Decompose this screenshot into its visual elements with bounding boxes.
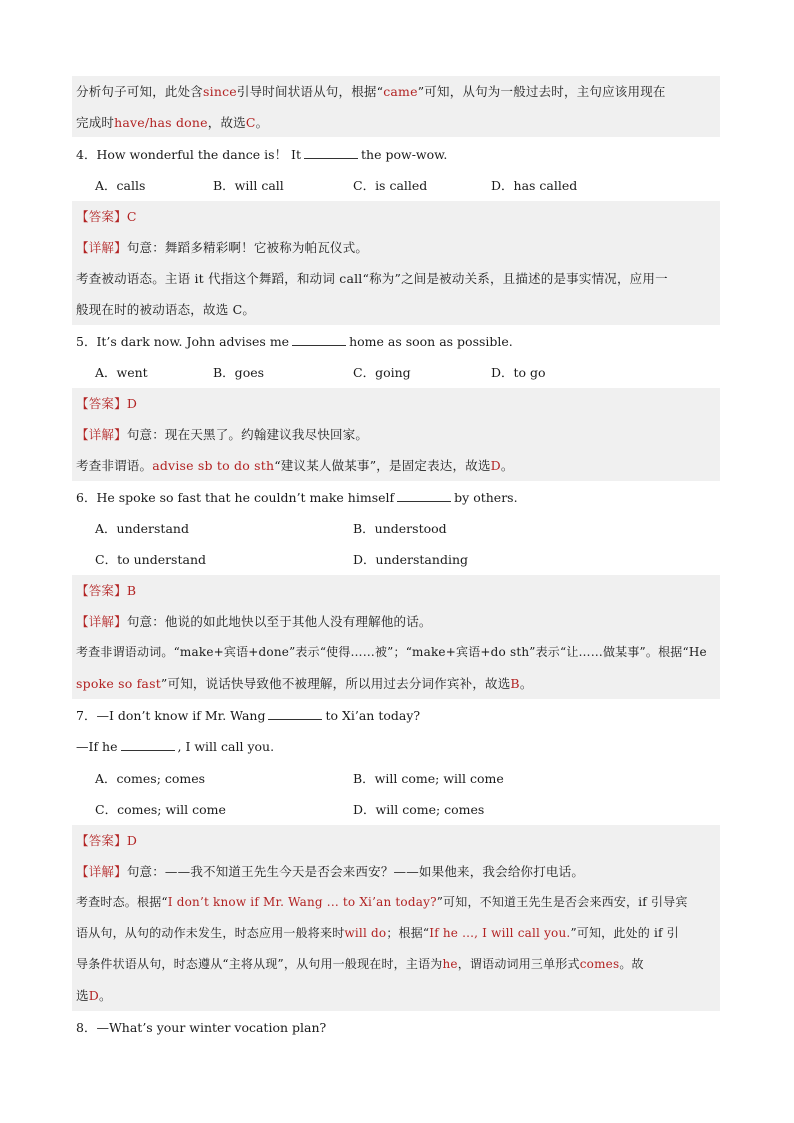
explanation-line: 导条件状语从句，时态遵从“主将从现”，从句用一般现在时，主语为he，谓语动词用三单形式comes。故 [76, 957, 644, 971]
option-a: A．understand [95, 521, 189, 536]
option-d: D．will come; comes [353, 802, 485, 817]
option-d: D．has called [491, 178, 578, 193]
answer-blank [121, 738, 175, 751]
option-a: A．calls [95, 178, 146, 193]
explanation-line: 考查时态。根据“I don’t know if Mr. Wang ... to Xi’an today?”可知，不知道王先生是否会来西安，if 引导宾 [76, 895, 688, 909]
question-stem-6: 6．He spoke so fast that he couldn’t make himself by others. [76, 490, 518, 505]
option-c: C．to understand [95, 552, 207, 567]
explanation-line: 分析句子可知，此处含since引导时间状语从句，根据“came”可知，从句为一般过去时，主句应该用现在 [76, 84, 666, 99]
option-c: C．comes; will come [95, 802, 226, 817]
option-d: D．to go [491, 365, 546, 380]
question-stem-7-reply: —If he , I will call you. [76, 739, 275, 754]
option-c: C．going [353, 365, 411, 380]
detail-line: 【详解】句意：——我不知道王先生今天是否会来西安？——如果他来，我会给你打电话。 [76, 864, 585, 879]
answer-blank [292, 333, 346, 346]
question-stem-5: 5．It’s dark now. John advises me home as soon as possible. [76, 334, 513, 349]
detail-line: 【详解】句意：他说的如此地快以至于其他人没有理解他的话。 [76, 614, 432, 629]
explanation-line: 完成时have/has done，故选C。 [76, 115, 269, 130]
explanation-line: 考查被动语态。主语 it 代指这个舞蹈，和动词 call“称为”之间是被动关系，且描述的是事实情况，应用一 [76, 271, 668, 286]
answer-blank [397, 489, 451, 502]
option-b: B．understood [353, 521, 447, 536]
explanation-line: 选D。 [76, 988, 112, 1003]
option-d: D．understanding [353, 552, 468, 567]
answer-line: 【答案】C [76, 209, 137, 224]
question-stem-4: 4．How wonderful the dance is！ It the pow-wow. [76, 147, 448, 162]
explanation-line: 语从句，从句的动作未发生，时态应用一般将来时will do；根据“If he ..., I will call you.”可知，此处的 if 引 [76, 926, 679, 940]
explanation-line: spoke so fast”可知，说话快导致他不被理解，所以用过去分词作宾补，故选B。 [76, 676, 533, 691]
question-stem-8: 8．—What’s your winter vocation plan? [76, 1020, 327, 1035]
option-c: C．is called [353, 178, 428, 193]
answer-line: 【答案】B [76, 583, 137, 598]
explanation-line: 般现在时的被动语态，故选 C。 [76, 302, 256, 317]
answer-blank [268, 707, 322, 720]
question-stem-7: 7．—I don’t know if Mr. Wang to Xi’an today? [76, 708, 421, 723]
answer-blank [304, 146, 358, 159]
explanation-line: 考查非谓语动词。“make+宾语+done”表示“使得……被”；“make+宾语+do sth”表示“让……做某事”。根据“He [76, 645, 707, 659]
option-b: B．goes [213, 365, 265, 380]
detail-line: 【详解】句意：现在天黑了。约翰建议我尽快回家。 [76, 427, 369, 442]
option-b: B．will call [213, 178, 284, 193]
option-a: A．went [95, 365, 148, 380]
answer-line: 【答案】D [76, 396, 138, 411]
option-a: A．comes; comes [95, 771, 206, 786]
detail-line: 【详解】句意：舞蹈多精彩啊！它被称为帕瓦仪式。 [76, 240, 369, 255]
option-b: B．will come; will come [353, 771, 504, 786]
answer-line: 【答案】D [76, 833, 138, 848]
explanation-line: 考查非谓语。advise sb to do sth“建议某人做某事”，是固定表达，故选D。 [76, 458, 514, 473]
